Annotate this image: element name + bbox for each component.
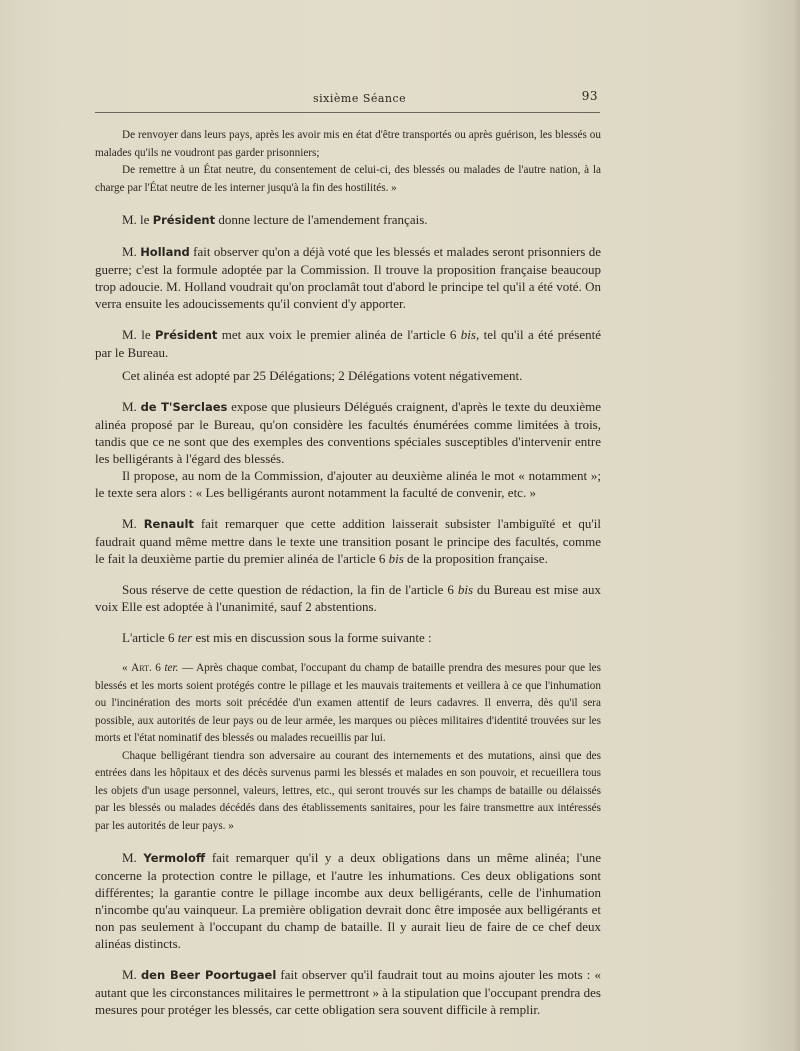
paragraph — [95, 966, 601, 1018]
running-header — [95, 89, 600, 113]
body-text — [95, 127, 601, 1018]
text-run: fait remarquer qu'il y a deux obligations dans un même alinéa; l'une concerne la protection contre le pillage, et l'autre les inhumations. Ces deux obligations sont différentes; la garantie contre le pillage incombe aux deux belligérants, celle de l'inhumation n'incombe qu'au vainqueur. La première obligation devrait donc être imposée aux belligérants et non pas seulement à l'occupant du champ de bataille. Il y aurait lieu de faire de ce chef deux alinéas distincts. — [95, 850, 602, 951]
speaker-name: den Beer Poortugael — [140, 968, 277, 982]
text-run: met aux voix le premier alinéa de l'article 6 — [217, 327, 461, 342]
text-run: M. — [122, 399, 141, 414]
text-run: bis — [457, 582, 473, 597]
speaker-name: Yermoloff — [143, 851, 206, 865]
speaker-name: Holland — [140, 245, 190, 259]
speaker-name: Président — [155, 328, 218, 342]
paragraph — [95, 367, 601, 384]
page-edge — [792, 0, 800, 1051]
text-run: M. le — [122, 327, 155, 342]
text-run: fait remarquer que cette addition laisserait subsister l'ambiguïté et qu'il faudrait quand même mettre dans le texte une transition posant le principe des facultés, comme le fait la deuxième partie du premier alinéa de l'article 6 — [95, 516, 601, 566]
text-run: tel qu'il a été présenté par le Bureau. — [95, 327, 601, 360]
paragraph — [95, 211, 601, 229]
text-run: bis, — [460, 327, 480, 342]
text-run: Sous réserve de cette question de rédaction, la fin de l'article 6 — [122, 582, 458, 597]
text-run: De renvoyer dans leurs pays, après les avoir mis en état d'être transportés ou après guérison, les blessés ou malades qu'ils ne voudront pas garder prisonniers; — [95, 129, 601, 159]
page-number: 93 — [581, 89, 598, 103]
paragraph — [95, 162, 601, 197]
paragraph — [95, 660, 601, 748]
text-run: « — [122, 662, 132, 674]
paragraph — [95, 127, 601, 162]
text-run: fait observer qu'il faudrait tout au moins ajouter les mots : « autant que les circonstances militaires le permettront » à la stipulation que l'occupant prendra des mesures pour protéger les blessés, car cette obligation sera souvent difficile à remplir. — [95, 967, 601, 1017]
paragraph — [95, 581, 601, 615]
text-run: ter. — [164, 662, 179, 674]
speaker-name: Renault — [143, 517, 194, 531]
text-run: 6 — [151, 662, 165, 674]
text-run: Art. — [131, 662, 152, 674]
text-run: M. — [122, 967, 141, 982]
paragraph — [95, 515, 601, 567]
text-run: du Bureau est mise aux voix Elle est adoptée à l'unanimité, sauf 2 abstentions. — [95, 582, 601, 614]
text-run: M. — [122, 850, 144, 865]
text-run: Cet alinéa est adopté par 25 Délégations; 2 Délégations votent négativement. — [122, 368, 523, 383]
paragraph — [95, 467, 601, 501]
paragraph — [95, 243, 601, 312]
text-run: expose que plusieurs Délégués craignent, d'après le texte du deuxième alinéa proposé par le Bureau, qu'on considère les facultés énumérées comme limitées à trois, tandis que ce ne sont que des exemples des conventions spéciales susceptibles d'intervenir entre les belligérants à l'égard des blessés. — [95, 399, 601, 466]
text-run: M. — [122, 244, 141, 259]
text-run: fait observer qu'on a déjà voté que les blessés et malades seront prisonniers de guerre; c'est la formule adoptée par la Commission. Il trouve la proposition française beaucoup trop adoucie. M. Holland voudrait qu'on proclamât tout d'abord le principe tel qu'il a été voté. On verra ensuite les adoucissements qu'il convient d'y apporter. — [95, 244, 601, 311]
speaker-name: de T'Serclaes — [140, 400, 228, 414]
text-run: L'article 6 — [122, 630, 178, 645]
text-run: De remettre à un État neutre, du consentement de celui-ci, des blessés ou malades de l'autre nation, à la charge par l'État neutre de les interner jusqu'à la fin des hostilités. » — [95, 164, 601, 194]
paragraph — [95, 849, 601, 952]
text-run: ter — [177, 630, 193, 645]
paragraph — [95, 629, 601, 646]
speaker-name: Président — [152, 213, 216, 227]
text-run: bis — [388, 551, 404, 566]
text-run: M. — [122, 516, 144, 531]
text-run: est mis en discussion sous la forme suivante : — [192, 630, 432, 645]
text-run: donne lecture de l'amendement français. — [215, 212, 428, 227]
text-run: Chaque belligérant tiendra son adversaire au courant des internements et des mutations, ainsi que des entrées dans les hôpitaux et des décès survenus parmi les blessés et malades en son pouvoir, et recueillera tous les objets d'un usage personnel, valeurs, lettres, etc., qui seront trouvés sur les champs de bataille ou délaissés par les blessés ou malades décédés dans des établissements sanitaires, pour les faire transmettre aux intéressés par les autorités de leur pays. » — [95, 749, 601, 832]
header-title: sixième Séance — [313, 92, 407, 105]
text-run: de la proposition française. — [403, 551, 548, 566]
paragraph — [95, 326, 601, 361]
text-run: — Après chaque combat, l'occupant du champ de bataille prendra des mesures pour que les blessés et les morts soient protégés contre le pillage et les mauvais traitements et veillera à ce que l'inhumation ou l'incinération des morts soit précédée d'un examen attentif de leurs cadavres. Il enverra, dès qu'il sera possible, aux autorités de leur pays ou de leur armée, les marques ou pièces militaires d'identité trouvées sur les morts et l'état nominatif des blessés ou malades recueillis par lui. — [95, 662, 602, 744]
text-run: M. le — [122, 212, 153, 227]
text-run: Il propose, au nom de la Commission, d'ajouter au deuxième alinéa le mot « notamment »; le texte sera alors : « Les belligérants auront notamment la faculté de convenir, etc. » — [95, 468, 601, 500]
paragraph — [95, 748, 601, 836]
paragraph — [95, 398, 601, 467]
